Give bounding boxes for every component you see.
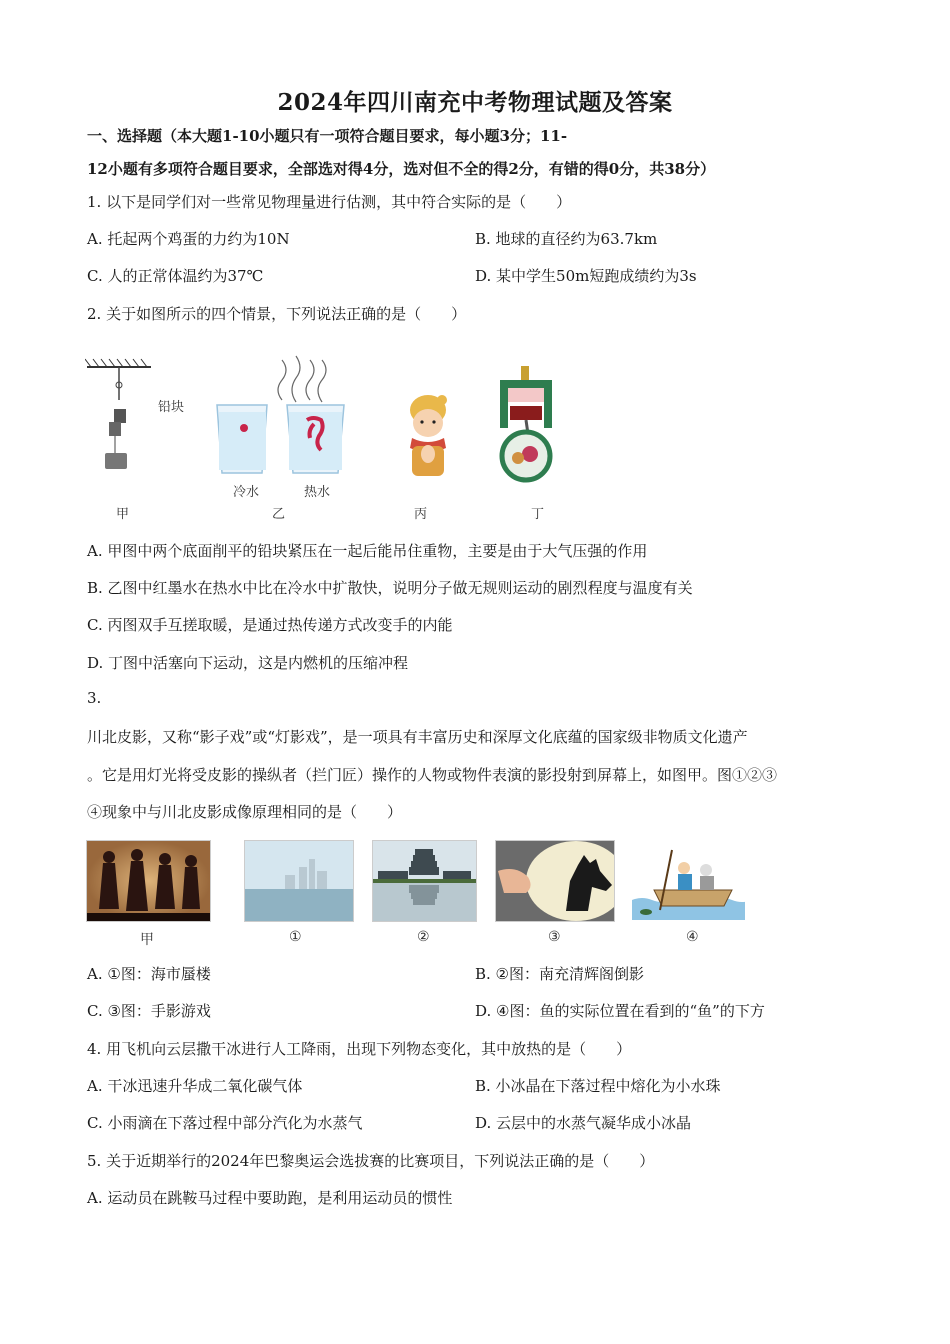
q2-figure-bing-child — [398, 390, 458, 480]
q5-stem: 5. 关于近期举行的2024年巴黎奥运会选拔赛的比赛项目，下列说法正确的是（ ） — [87, 1152, 655, 1170]
q3-option-a: A. ①图：海市蜃楼 — [87, 965, 211, 983]
q2-label-bing: 丙 — [414, 507, 428, 522]
q1-option-d: D. 某中学生50m短跑成绩约为3s — [475, 267, 697, 285]
q2-label-jia: 甲 — [116, 507, 130, 522]
q2-figure-jia-lead-blocks — [85, 355, 155, 475]
q2-option-d: D. 丁图中活塞向下运动，这是内燃机的压缩冲程 — [87, 654, 409, 672]
q5-option-a: A. 运动员在跳鞍马过程中要助跑，是利用运动员的惯性 — [87, 1189, 453, 1207]
q2-figure-ding-engine — [496, 366, 556, 484]
page-title: 2024年四川南充中考物理试题及答案 — [277, 89, 673, 116]
q3-paragraph-line1: 川北皮影，又称“影子戏”或“灯影戏”，是一项具有丰富历史和深厚文化底蕴的国家级非物质文化遗产 — [87, 728, 748, 746]
q2-option-b: B. 乙图中红墨水在热水中比在冷水中扩散快，说明分子做无规则运动的剧烈程度与温度有关 — [87, 579, 693, 597]
q1-option-c: C. 人的正常体温约为37℃ — [87, 267, 264, 285]
q1-stem: 1. 以下是同学们对一些常见物理量进行估测，其中符合实际的是（ ） — [87, 193, 572, 211]
q3-label-3: ③ — [548, 929, 561, 945]
q3-photo-2-pavilion-reflection — [372, 840, 477, 922]
q3-label-4: ④ — [686, 929, 699, 945]
q3-label-jia: 甲 — [140, 932, 154, 948]
section-heading-line1: 一、选择题（本大题1-10小题只有一项符合题目要求，每小题3分；11- — [87, 127, 568, 145]
q2-lead-label: 铅块 — [158, 400, 185, 415]
q1-option-a: A. 托起两个鸡蛋的力约为10N — [87, 230, 290, 248]
q2-option-c: C. 丙图双手互搓取暖，是通过热传递方式改变手的内能 — [87, 616, 453, 634]
q3-photo-4-fishing-boat — [632, 840, 745, 920]
q3-photo-3-hand-shadow — [495, 840, 615, 922]
q2-label-ding: 丁 — [531, 507, 545, 522]
q2-hot-label: 热水 — [304, 485, 331, 500]
q2-figure-yi-cups — [212, 340, 357, 480]
q4-stem: 4. 用飞机向云层撒干冰进行人工降雨，出现下列物态变化，其中放热的是（ ） — [87, 1040, 632, 1058]
q3-label-2: ② — [417, 929, 430, 945]
q3-option-b: B. ②图：南充清辉阁倒影 — [475, 965, 645, 983]
section-heading-line2: 12小题有多项符合题目要求，全部选对得4分，选对但不全的得2分，有错的得0分，共38分） — [87, 160, 716, 178]
q3-photo-1-mirage — [244, 840, 354, 922]
q4-option-d: D. 云层中的水蒸气凝华成小冰晶 — [475, 1114, 692, 1132]
q3-number: 3. — [87, 689, 102, 707]
q3-label-1: ① — [289, 929, 302, 945]
q2-option-a: A. 甲图中两个底面削平的铅块紧压在一起后能吊住重物，主要是由于大气压强的作用 — [87, 542, 648, 560]
q4-option-a: A. 干冰迅速升华成二氧化碳气体 — [87, 1077, 303, 1095]
q4-option-b: B. 小冰晶在下落过程中熔化为小水珠 — [475, 1077, 721, 1095]
q1-option-b: B. 地球的直径约为63.7km — [475, 230, 658, 248]
q3-option-d: D. ④图：鱼的实际位置在看到的“鱼”的下方 — [475, 1002, 765, 1020]
q2-label-yi: 乙 — [272, 507, 286, 522]
q2-cold-label: 冷水 — [233, 485, 260, 500]
q4-option-c: C. 小雨滴在下落过程中部分汽化为水蒸气 — [87, 1114, 363, 1132]
q3-option-c: C. ③图：手影游戏 — [87, 1002, 211, 1020]
q3-paragraph-line2: 。它是用灯光将受皮影的操纵者（拦门匠）操作的人物或物件表演的影投射到屏幕上，如图甲。图①②③ — [87, 766, 778, 784]
q2-stem: 2. 关于如图所示的四个情景，下列说法正确的是（ ） — [87, 305, 467, 323]
q3-photo-jia-shadow-puppets — [86, 840, 211, 922]
q3-paragraph-line3: ④现象中与川北皮影成像原理相同的是（ ） — [87, 803, 403, 821]
